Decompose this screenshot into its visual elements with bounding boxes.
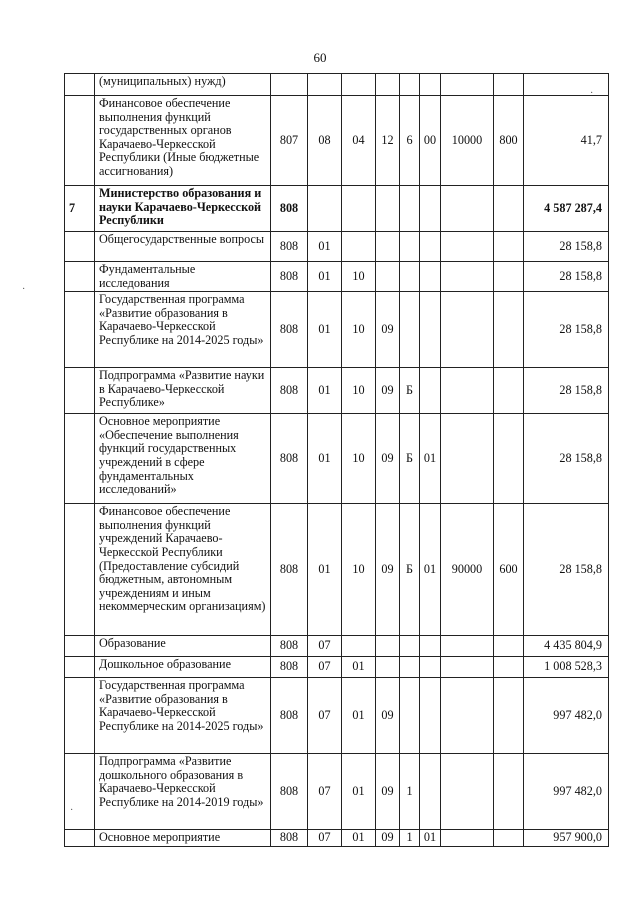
activity-code-cell (420, 186, 441, 232)
activity-code-cell: 01 (420, 414, 441, 504)
row-number-cell (65, 504, 95, 636)
direction-code-cell (441, 414, 494, 504)
table-row (65, 504, 609, 636)
item-name-cell: Основное мероприятие (95, 830, 271, 847)
scan-speck: · (22, 284, 26, 295)
table-body (65, 74, 609, 847)
direction-code-cell (441, 754, 494, 830)
ministry-code-cell: 808 (271, 657, 308, 678)
subprogram-code-cell (400, 232, 420, 262)
section-code-cell: 07 (308, 830, 342, 847)
row-number-cell (65, 232, 95, 262)
table-row (65, 636, 609, 657)
section-code-cell: 07 (308, 636, 342, 657)
direction-code-cell (441, 678, 494, 754)
program-code-cell (376, 262, 400, 292)
subprogram-code-cell: Б (400, 368, 420, 414)
activity-code-cell: 00 (420, 96, 441, 186)
section-code-cell: 01 (308, 292, 342, 368)
row-number-cell: 7 (65, 186, 95, 232)
subsection-code-cell: 01 (342, 754, 376, 830)
direction-code-cell (441, 292, 494, 368)
direction-code-cell (441, 74, 494, 96)
row-number-cell (65, 292, 95, 368)
activity-code-cell (420, 292, 441, 368)
ministry-code-cell: 808 (271, 830, 308, 847)
table-row (65, 830, 609, 847)
section-code-cell: 01 (308, 368, 342, 414)
program-code-cell: 09 (376, 504, 400, 636)
amount-cell: 1 008 528,3 (524, 657, 609, 678)
ministry-code-cell: 808 (271, 232, 308, 262)
program-code-cell: 12 (376, 96, 400, 186)
section-code-cell: 01 (308, 414, 342, 504)
expense-type-code-cell (494, 830, 524, 847)
activity-code-cell (420, 678, 441, 754)
expense-type-code-cell: 600 (494, 504, 524, 636)
ministry-code-cell: 808 (271, 262, 308, 292)
amount-cell: 28 158,8 (524, 414, 609, 504)
program-code-cell (376, 657, 400, 678)
scan-speck: · (590, 88, 594, 99)
table-row (65, 74, 609, 96)
expense-type-code-cell (494, 754, 524, 830)
activity-code-cell (420, 232, 441, 262)
item-name-cell: Общегосударственные вопросы (95, 232, 271, 262)
expense-type-code-cell (494, 292, 524, 368)
subprogram-code-cell: 6 (400, 96, 420, 186)
subsection-code-cell: 04 (342, 96, 376, 186)
expense-type-code-cell (494, 74, 524, 96)
item-name-cell: Дошкольное образование (95, 657, 271, 678)
subprogram-code-cell: 1 (400, 754, 420, 830)
program-code-cell: 09 (376, 414, 400, 504)
amount-cell: 28 158,8 (524, 292, 609, 368)
subsection-code-cell (342, 636, 376, 657)
item-name-cell: (муниципальных) нужд) (95, 74, 271, 96)
subsection-code-cell: 01 (342, 678, 376, 754)
row-number-cell (65, 74, 95, 96)
program-code-cell: 09 (376, 754, 400, 830)
item-name-cell: Образование (95, 636, 271, 657)
subprogram-code-cell: 1 (400, 830, 420, 847)
subsection-code-cell (342, 74, 376, 96)
amount-cell: 28 158,8 (524, 504, 609, 636)
program-code-cell (376, 232, 400, 262)
amount-cell: 28 158,8 (524, 368, 609, 414)
direction-code-cell (441, 368, 494, 414)
item-name-cell: Основное мероприятие «Обеспечение выполнения функций государственных учреждений в сфере фундаментальных исследований» (95, 414, 271, 504)
amount-cell: 28 158,8 (524, 262, 609, 292)
direction-code-cell (441, 636, 494, 657)
item-name-cell: Государственная программа «Развитие образования в Карачаево-Черкесской Республике на 2014-2025 годы» (95, 678, 271, 754)
subprogram-code-cell: Б (400, 504, 420, 636)
table-row (65, 186, 609, 232)
expense-type-code-cell (494, 636, 524, 657)
ministry-code-cell: 808 (271, 504, 308, 636)
table-row (65, 96, 609, 186)
activity-code-cell (420, 368, 441, 414)
row-number-cell (65, 262, 95, 292)
subsection-code-cell (342, 232, 376, 262)
item-name-cell: Государственная программа «Развитие образования в Карачаево-Черкесской Республике на 2014-2025 годы» (95, 292, 271, 368)
ministry-code-cell: 808 (271, 754, 308, 830)
activity-code-cell (420, 754, 441, 830)
section-code-cell: 07 (308, 754, 342, 830)
expense-type-code-cell (494, 232, 524, 262)
row-number-cell (65, 414, 95, 504)
item-name-cell: Финансовое обеспечение выполнения функций государственных органов Карачаево-Черкесской Республики (Иные бюджетные ассигнования) (95, 96, 271, 186)
row-number-cell (65, 678, 95, 754)
direction-code-cell (441, 657, 494, 678)
expense-type-code-cell (494, 368, 524, 414)
amount-cell: 41,7 (524, 96, 609, 186)
table-row (65, 368, 609, 414)
subsection-code-cell: 10 (342, 504, 376, 636)
ministry-code-cell: 808 (271, 636, 308, 657)
table-row (65, 657, 609, 678)
amount-cell: 997 482,0 (524, 754, 609, 830)
subsection-code-cell: 10 (342, 414, 376, 504)
subsection-code-cell: 01 (342, 830, 376, 847)
subprogram-code-cell (400, 292, 420, 368)
expense-type-code-cell (494, 678, 524, 754)
direction-code-cell: 90000 (441, 504, 494, 636)
amount-cell: 997 482,0 (524, 678, 609, 754)
direction-code-cell: 10000 (441, 96, 494, 186)
ministry-code-cell: 808 (271, 186, 308, 232)
program-code-cell: 09 (376, 368, 400, 414)
table-row (65, 414, 609, 504)
row-number-cell (65, 830, 95, 847)
expense-type-code-cell (494, 414, 524, 504)
item-name-cell: Подпрограмма «Развитие науки в Карачаево-Черкесской Республике» (95, 368, 271, 414)
row-number-cell (65, 368, 95, 414)
program-code-cell: 09 (376, 292, 400, 368)
scan-speck: · (70, 805, 74, 816)
item-name-cell: Министерство образования и науки Карачаево-Черкесской Республики (95, 186, 271, 232)
section-code-cell (308, 186, 342, 232)
ministry-code-cell: 807 (271, 96, 308, 186)
amount-cell: 957 900,0 (524, 830, 609, 847)
section-code-cell: 08 (308, 96, 342, 186)
activity-code-cell: 01 (420, 504, 441, 636)
section-code-cell: 01 (308, 232, 342, 262)
ministry-code-cell: 808 (271, 368, 308, 414)
activity-code-cell (420, 657, 441, 678)
program-code-cell (376, 74, 400, 96)
subprogram-code-cell (400, 74, 420, 96)
table-row (65, 292, 609, 368)
section-code-cell: 07 (308, 678, 342, 754)
subsection-code-cell: 10 (342, 292, 376, 368)
subprogram-code-cell (400, 636, 420, 657)
ministry-code-cell: 808 (271, 292, 308, 368)
row-number-cell (65, 754, 95, 830)
table-row (65, 754, 609, 830)
table-row (65, 678, 609, 754)
direction-code-cell (441, 232, 494, 262)
section-code-cell: 01 (308, 504, 342, 636)
ministry-code-cell: 808 (271, 678, 308, 754)
expense-type-code-cell (494, 186, 524, 232)
direction-code-cell (441, 830, 494, 847)
row-number-cell (65, 636, 95, 657)
activity-code-cell (420, 262, 441, 292)
subsection-code-cell: 10 (342, 368, 376, 414)
table-row (65, 262, 609, 292)
budget-table (64, 73, 609, 847)
section-code-cell: 01 (308, 262, 342, 292)
subprogram-code-cell: Б (400, 414, 420, 504)
program-code-cell (376, 636, 400, 657)
activity-code-cell: 01 (420, 830, 441, 847)
direction-code-cell (441, 262, 494, 292)
subsection-code-cell: 01 (342, 657, 376, 678)
amount-cell: 28 158,8 (524, 232, 609, 262)
amount-cell (524, 74, 609, 96)
item-name-cell: Финансовое обеспечение выполнения функций учреждений Карачаево-Черкесской Республики (Предоставление субсидий бюджетным, автономным учреждениям и иным некоммерческим организациям) (95, 504, 271, 636)
program-code-cell: 09 (376, 678, 400, 754)
program-code-cell (376, 186, 400, 232)
activity-code-cell (420, 74, 441, 96)
program-code-cell: 09 (376, 830, 400, 847)
section-code-cell (308, 74, 342, 96)
subprogram-code-cell (400, 678, 420, 754)
activity-code-cell (420, 636, 441, 657)
ministry-code-cell: 808 (271, 414, 308, 504)
row-number-cell (65, 657, 95, 678)
amount-cell: 4 435 804,9 (524, 636, 609, 657)
item-name-cell: Подпрограмма «Развитие дошкольного образования в Карачаево-Черкесской Республике на 2014-2019 годы» (95, 754, 271, 830)
subprogram-code-cell (400, 262, 420, 292)
subsection-code-cell: 10 (342, 262, 376, 292)
ministry-code-cell (271, 74, 308, 96)
subprogram-code-cell (400, 186, 420, 232)
item-name-cell: Фундаментальные исследования (95, 262, 271, 292)
expense-type-code-cell (494, 262, 524, 292)
subsection-code-cell (342, 186, 376, 232)
amount-cell: 4 587 287,4 (524, 186, 609, 232)
section-code-cell: 07 (308, 657, 342, 678)
page-number: 60 (313, 50, 327, 65)
expense-type-code-cell: 800 (494, 96, 524, 186)
subprogram-code-cell (400, 657, 420, 678)
expense-type-code-cell (494, 657, 524, 678)
direction-code-cell (441, 186, 494, 232)
row-number-cell (65, 96, 95, 186)
table-row (65, 232, 609, 262)
